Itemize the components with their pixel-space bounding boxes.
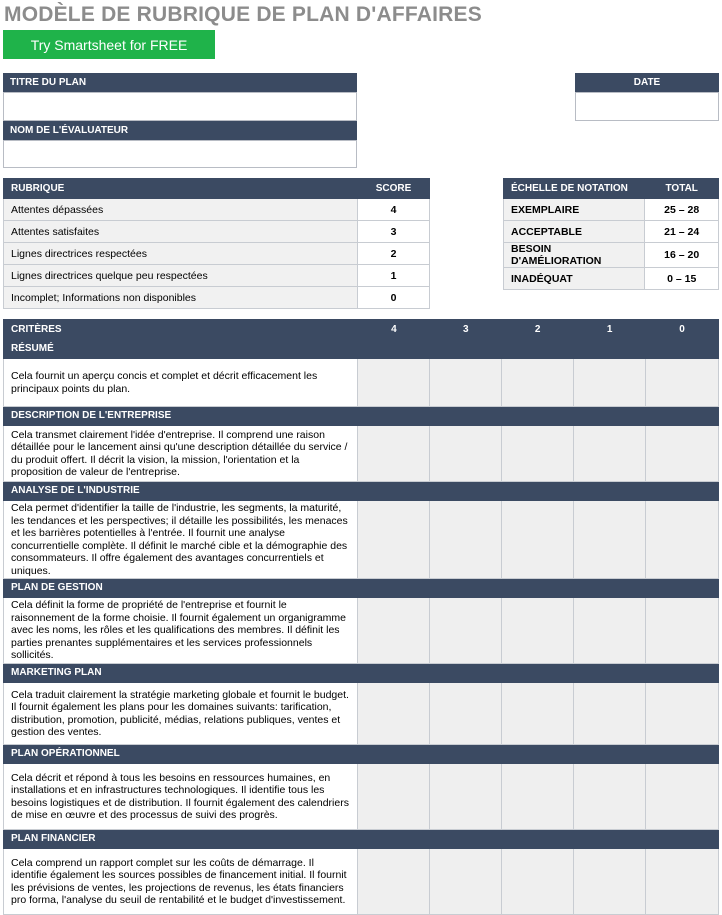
table-row bbox=[4, 359, 719, 407]
date-label: DATE bbox=[575, 73, 719, 92]
score-cell[interactable] bbox=[358, 849, 430, 915]
rubric-label: Attentes dépassées bbox=[4, 199, 358, 221]
scale-label: BESOIN D'AMÉLIORATION bbox=[504, 243, 645, 268]
score-cell[interactable] bbox=[646, 501, 719, 579]
criteria-header: CRITÈRES bbox=[4, 320, 358, 340]
scale-label: INADÉQUAT bbox=[504, 268, 645, 290]
section-title: DESCRIPTION DE L'ENTREPRISE bbox=[4, 407, 358, 426]
table-row bbox=[4, 764, 719, 830]
criterion-description: Cela définit la forme de propriété de l'entreprise et fournit le raisonnement de la forme choisie. Il fournit également un organigramme avec les noms, les rôles et les qualifications des membres. Il définit les parties prenantes supplémentaires et les services professionnels sollicités. bbox=[4, 598, 358, 664]
criterion-description: Cela comprend un rapport complet sur les coûts de démarrage. Il identifie également les sources possibles de financement initial. Il fournit les prévisions de ventes, les projections de revenus, les états financiers pro forma, l'analyse du seuil de rentabilité et le budget d'investissement. bbox=[4, 849, 358, 915]
score-cell[interactable] bbox=[502, 764, 574, 830]
evaluator-label: NOM DE L'ÉVALUATEUR bbox=[3, 121, 357, 140]
scale-total: 0 – 15 bbox=[645, 268, 719, 290]
score-cell[interactable] bbox=[430, 849, 502, 915]
score-3-header: 3 bbox=[430, 320, 502, 340]
score-cell[interactable] bbox=[358, 426, 430, 482]
score-cell[interactable] bbox=[502, 683, 574, 745]
score-2-header: 2 bbox=[502, 320, 574, 340]
evaluator-field[interactable] bbox=[3, 140, 357, 168]
rubric-label: Lignes directrices quelque peu respectées bbox=[4, 265, 358, 287]
score-cell[interactable] bbox=[646, 598, 719, 664]
rubric-score: 0 bbox=[358, 287, 430, 309]
page-title: MODÈLE DE RUBRIQUE DE PLAN D'AFFAIRES bbox=[4, 3, 482, 26]
table-row bbox=[4, 683, 719, 745]
table-row bbox=[4, 243, 430, 265]
score-cell[interactable] bbox=[502, 849, 574, 915]
rubric-label: Incomplet; Informations non disponibles bbox=[4, 287, 358, 309]
score-cell[interactable] bbox=[502, 359, 574, 407]
section-title: RÉSUMÉ bbox=[4, 340, 358, 359]
criterion-description: Cela décrit et répond à tous les besoins en ressources humaines, en installations et en infrastructures technologiques. Il identifie tous les besoins logistiques et de distribution. Il fournit également des calendriers de mise en œuvre et des processus de suivi des progrès. bbox=[4, 764, 358, 830]
score-cell[interactable] bbox=[646, 683, 719, 745]
criterion-description: Cela permet d'identifier la taille de l'industrie, les segments, la maturité, les tendances et les perspectives; il détaille les possibilités, les menaces et les barrières potentielles à l'entrée. Il fournit une analyse concurrentielle complète. Il définit le marché cible et la démographie des consommateurs. Il offre également des avantages concurrentiels et uniques. bbox=[4, 501, 358, 579]
rubric-score: 4 bbox=[358, 199, 430, 221]
section-title: MARKETING PLAN bbox=[4, 664, 358, 683]
score-cell[interactable] bbox=[430, 359, 502, 407]
table-row bbox=[4, 265, 430, 287]
score-cell[interactable] bbox=[430, 764, 502, 830]
rating-scale-header: ÉCHELLE DE NOTATION bbox=[504, 179, 645, 199]
score-cell[interactable] bbox=[358, 764, 430, 830]
score-cell[interactable] bbox=[430, 501, 502, 579]
table-row bbox=[4, 849, 719, 915]
table-row bbox=[504, 199, 719, 221]
score-cell[interactable] bbox=[574, 598, 646, 664]
score-cell[interactable] bbox=[430, 683, 502, 745]
score-cell[interactable] bbox=[574, 501, 646, 579]
date-field[interactable] bbox=[575, 92, 719, 121]
rubric-table bbox=[3, 178, 430, 309]
score-cell[interactable] bbox=[574, 359, 646, 407]
criteria-table bbox=[3, 319, 719, 915]
table-row bbox=[4, 199, 430, 221]
rubric-label: Attentes satisfaites bbox=[4, 221, 358, 243]
table-row bbox=[4, 501, 719, 579]
section-title: PLAN FINANCIER bbox=[4, 830, 358, 849]
try-smartsheet-button[interactable]: Try Smartsheet for FREE bbox=[3, 30, 215, 59]
score-cell[interactable] bbox=[358, 598, 430, 664]
section-title: PLAN OPÉRATIONNEL bbox=[4, 745, 358, 764]
section-title: PLAN DE GESTION bbox=[4, 579, 358, 598]
score-cell[interactable] bbox=[358, 501, 430, 579]
rubric-label: Lignes directrices respectées bbox=[4, 243, 358, 265]
table-row bbox=[504, 243, 719, 268]
rating-scale-table bbox=[503, 178, 719, 290]
table-row bbox=[4, 221, 430, 243]
table-row bbox=[4, 426, 719, 482]
table-row bbox=[4, 598, 719, 664]
score-cell[interactable] bbox=[502, 598, 574, 664]
rubric-score: 2 bbox=[358, 243, 430, 265]
score-cell[interactable] bbox=[502, 426, 574, 482]
scale-total: 21 – 24 bbox=[645, 221, 719, 243]
rubric-header: RUBRIQUE bbox=[4, 179, 358, 199]
rubric-score: 3 bbox=[358, 221, 430, 243]
plan-title-label: TITRE DU PLAN bbox=[3, 73, 357, 92]
criterion-description: Cela fournit un aperçu concis et complet et décrit efficacement les principaux points du plan. bbox=[4, 359, 358, 407]
table-row bbox=[4, 287, 430, 309]
score-cell[interactable] bbox=[358, 683, 430, 745]
score-cell[interactable] bbox=[574, 764, 646, 830]
scale-label: EXEMPLAIRE bbox=[504, 199, 645, 221]
score-0-header: 0 bbox=[646, 320, 719, 340]
score-cell[interactable] bbox=[358, 359, 430, 407]
score-cell[interactable] bbox=[646, 849, 719, 915]
score-cell[interactable] bbox=[430, 598, 502, 664]
scale-total: 25 – 28 bbox=[645, 199, 719, 221]
score-cell[interactable] bbox=[646, 764, 719, 830]
score-cell[interactable] bbox=[430, 426, 502, 482]
score-cell[interactable] bbox=[574, 683, 646, 745]
score-header: SCORE bbox=[358, 179, 430, 199]
score-cell[interactable] bbox=[574, 849, 646, 915]
table-row bbox=[504, 221, 719, 243]
section-title: ANALYSE DE L'INDUSTRIE bbox=[4, 482, 358, 501]
criterion-description: Cela transmet clairement l'idée d'entreprise. Il comprend une raison détaillée pour le lancement ainsi qu'une description détaillée du service / du produit offert. Il décrit la vision, la mission, l'orientation et la proposition de valeur de l'entreprise. bbox=[4, 426, 358, 482]
plan-title-field[interactable] bbox=[3, 92, 357, 121]
criterion-description: Cela traduit clairement la stratégie marketing globale et fournit le budget. Il fournit également les plans pour les domaines suivants: tarification, distribution, promotion, publicité, médias, relations publiques, ventes et gestion des ventes. bbox=[4, 683, 358, 745]
scale-label: ACCEPTABLE bbox=[504, 221, 645, 243]
table-row bbox=[504, 268, 719, 290]
score-cell[interactable] bbox=[502, 501, 574, 579]
score-cell[interactable] bbox=[646, 359, 719, 407]
score-1-header: 1 bbox=[574, 320, 646, 340]
score-cell[interactable] bbox=[646, 426, 719, 482]
score-cell[interactable] bbox=[574, 426, 646, 482]
scale-total: 16 – 20 bbox=[645, 243, 719, 268]
rubric-score: 1 bbox=[358, 265, 430, 287]
total-header: TOTAL bbox=[645, 179, 719, 199]
score-4-header: 4 bbox=[358, 320, 430, 340]
